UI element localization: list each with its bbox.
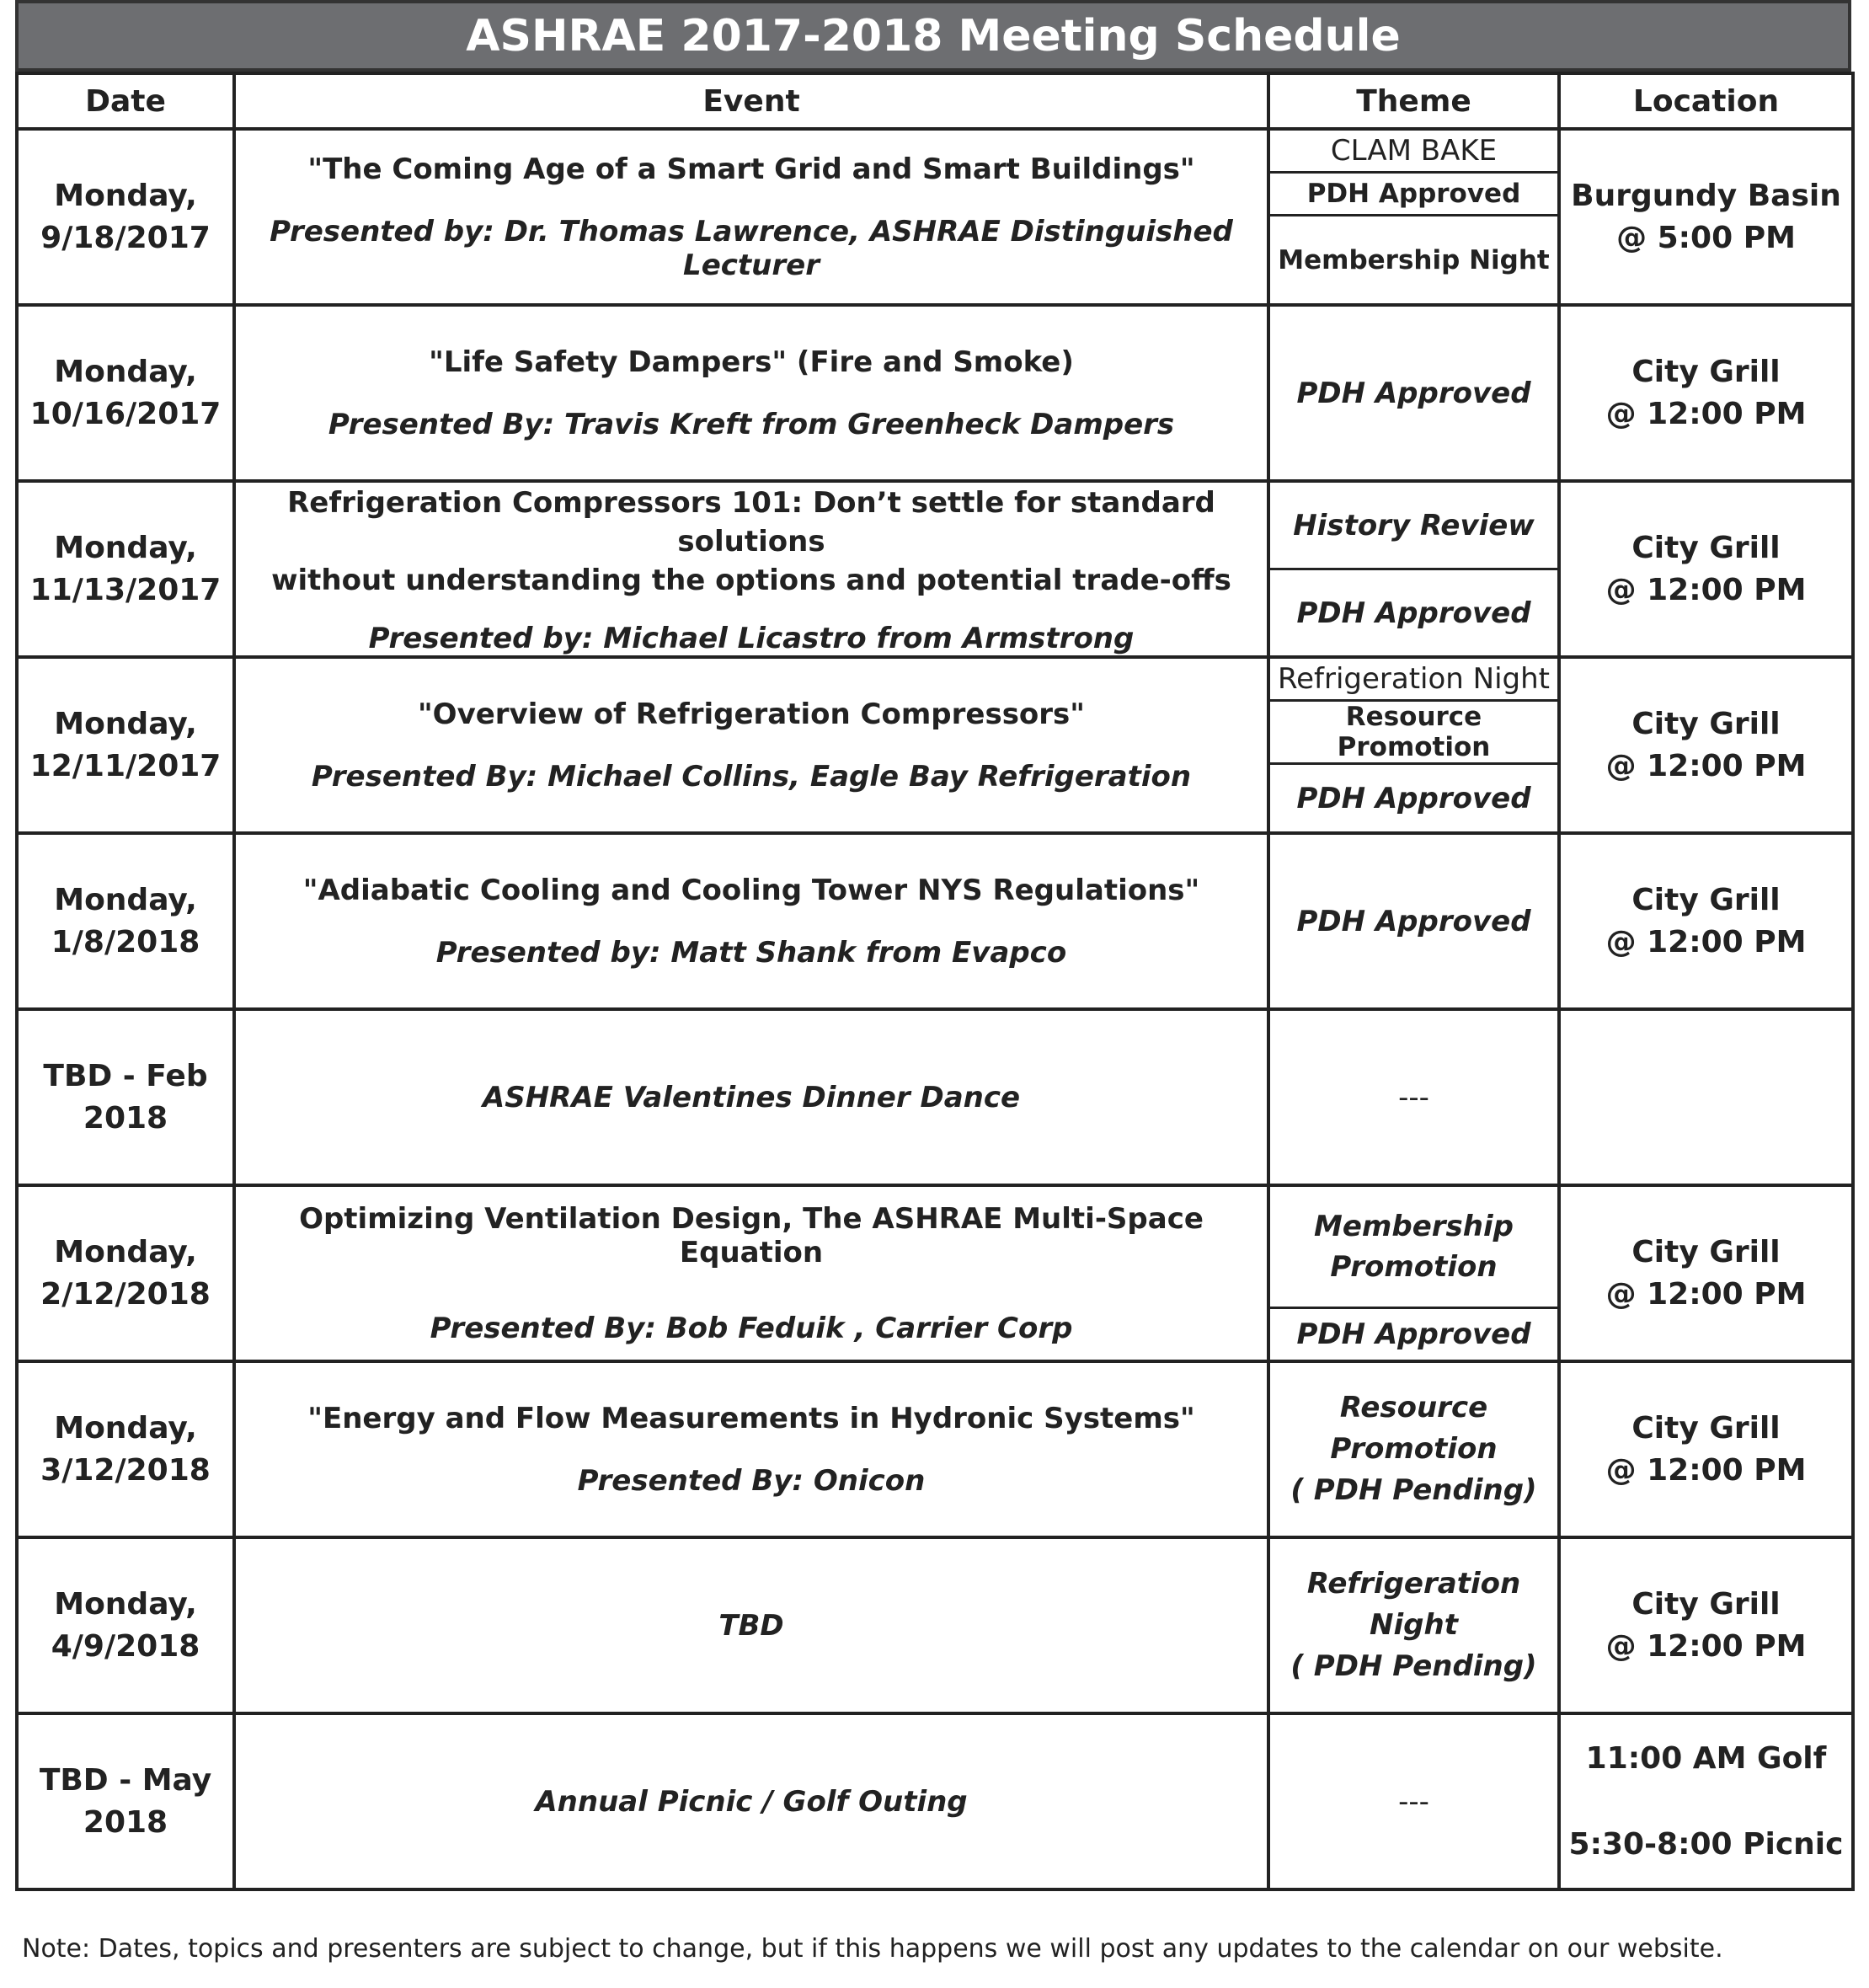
footnote: Note: Dates, topics and presenters are subject to change, but if this happens we will post any updates to the calendar on our website. — [22, 1934, 1723, 1964]
location-cell: City Grill @ 12:00 PM — [1559, 657, 1853, 833]
table-row — [17, 305, 1853, 481]
table-row — [17, 481, 1853, 657]
event-cell: Refrigeration Compressors 101: Don’t settle for standard solutions without understanding the options and potential trade-offs Presented by: Michael Licastro from Armstrong — [234, 481, 1268, 657]
table-row — [17, 1185, 1853, 1361]
date-cell: TBD - Feb 2018 — [17, 1009, 234, 1185]
event-cell: Optimizing Ventilation Design, The ASHRAE Multi-Space Equation Presented By: Bob Feduik , Carrier Corp — [234, 1185, 1268, 1361]
date-cell: Monday, 3/12/2018 — [17, 1361, 234, 1537]
table-row — [17, 1361, 1853, 1537]
table-row — [17, 1009, 1853, 1185]
location-cell: City Grill @ 12:00 PM — [1559, 833, 1853, 1009]
location-cell: City Grill @ 12:00 PM — [1559, 481, 1853, 657]
theme-cell: Membership Promotion PDH Approved — [1268, 1185, 1559, 1361]
event-cell: TBD — [234, 1537, 1268, 1713]
table-row — [17, 1713, 1853, 1889]
date-cell: TBD - May 2018 — [17, 1713, 234, 1889]
header-row — [17, 73, 1853, 129]
date-cell: Monday, 9/18/2017 — [17, 129, 234, 305]
event-cell: "Adiabatic Cooling and Cooling Tower NYS Regulations" Presented by: Matt Shank from Evapco — [234, 833, 1268, 1009]
schedule-sheet — [15, 0, 1851, 1891]
event-cell: "Energy and Flow Measurements in Hydronic Systems" Presented By: Onicon — [234, 1361, 1268, 1537]
event-cell: "Life Safety Dampers" (Fire and Smoke) Presented By: Travis Kreft from Greenheck Dampers — [234, 305, 1268, 481]
location-cell: City Grill @ 12:00 PM — [1559, 1361, 1853, 1537]
location-cell — [1559, 1009, 1853, 1185]
event-cell: "The Coming Age of a Smart Grid and Smart Buildings" Presented by: Dr. Thomas Lawrence, ASHRAE Distinguished Lecturer — [234, 129, 1268, 305]
theme-cell: Refrigeration Night ( PDH Pending) — [1268, 1537, 1559, 1713]
table-row — [17, 657, 1853, 833]
table-row — [17, 1537, 1853, 1713]
header-location: Location — [1559, 73, 1853, 129]
theme-cell: --- — [1268, 1009, 1559, 1185]
schedule-title: ASHRAE 2017-2018 Meeting Schedule — [15, 0, 1851, 72]
theme-cell: --- — [1268, 1713, 1559, 1889]
date-cell: Monday, 11/13/2017 — [17, 481, 234, 657]
location-cell: 11:00 AM Golf 5:30-8:00 Picnic — [1559, 1713, 1853, 1889]
location-cell: City Grill @ 12:00 PM — [1559, 305, 1853, 481]
location-cell: Burgundy Basin @ 5:00 PM — [1559, 129, 1853, 305]
theme-cell: Refrigeration Night Resource Promotion PDH Approved — [1268, 657, 1559, 833]
theme-cell: Resource Promotion ( PDH Pending) — [1268, 1361, 1559, 1537]
header-date: Date — [17, 73, 234, 129]
schedule-table — [15, 72, 1855, 1891]
theme-cell: CLAM BAKE PDH Approved Membership Night — [1268, 129, 1559, 305]
theme-cell: PDH Approved — [1268, 305, 1559, 481]
date-cell: Monday, 2/12/2018 — [17, 1185, 234, 1361]
event-cell: Annual Picnic / Golf Outing — [234, 1713, 1268, 1889]
theme-cell: History Review PDH Approved — [1268, 481, 1559, 657]
header-theme: Theme — [1268, 73, 1559, 129]
event-cell: ASHRAE Valentines Dinner Dance — [234, 1009, 1268, 1185]
date-cell: Monday, 10/16/2017 — [17, 305, 234, 481]
date-cell: Monday, 4/9/2018 — [17, 1537, 234, 1713]
location-cell: City Grill @ 12:00 PM — [1559, 1185, 1853, 1361]
header-event: Event — [234, 73, 1268, 129]
theme-cell: PDH Approved — [1268, 833, 1559, 1009]
date-cell: Monday, 1/8/2018 — [17, 833, 234, 1009]
event-cell: "Overview of Refrigeration Compressors" Presented By: Michael Collins, Eagle Bay Refrigeration — [234, 657, 1268, 833]
table-row — [17, 129, 1853, 305]
table-row — [17, 833, 1853, 1009]
location-cell: City Grill @ 12:00 PM — [1559, 1537, 1853, 1713]
date-cell: Monday, 12/11/2017 — [17, 657, 234, 833]
